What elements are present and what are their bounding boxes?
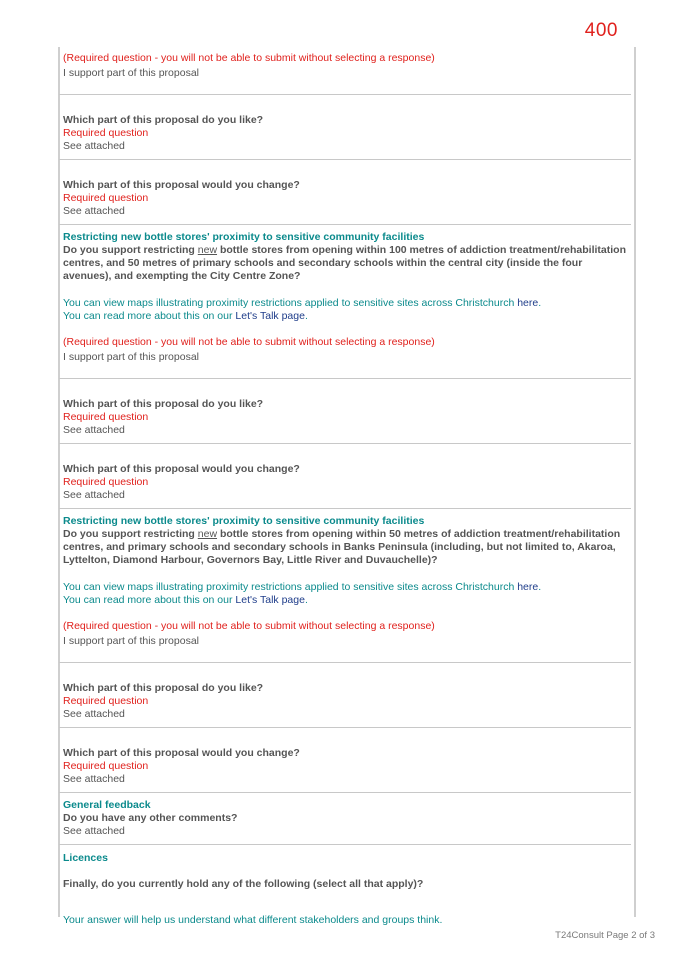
required-label: Required question <box>63 476 149 488</box>
licences-question: Finally, do you currently hold any of the following (select all that apply)? <box>63 878 424 890</box>
licences-heading: Licences <box>63 852 108 864</box>
page-number: 400 <box>584 20 618 41</box>
licences-note: Your answer will help us understand what different stakeholders and groups think. <box>63 914 443 926</box>
required-label: Required question <box>63 411 149 423</box>
read-more-line: You can read more about this on our Let's Talk page. <box>63 594 308 606</box>
question-like: Which part of this proposal do you like? <box>63 682 264 694</box>
answer-text: See attached <box>63 205 125 217</box>
general-feedback-question: Do you have any other comments? <box>63 812 238 824</box>
required-note: (Required question - you will not be able to submit without selecting a response) <box>63 52 435 64</box>
maps-link[interactable]: here <box>517 581 539 593</box>
answer-text: See attached <box>63 140 125 152</box>
general-feedback-heading: General feedback <box>63 799 151 811</box>
required-label: Required question <box>63 127 149 139</box>
section-heading: Restricting new bottle stores' proximity to sensitive community facilities <box>63 515 425 527</box>
lets-talk-link[interactable]: Let's Talk page <box>235 594 305 606</box>
page-footer: T24Consult Page 2 of 3 <box>555 930 655 941</box>
form-content <box>63 52 629 927</box>
answer-text: I support part of this proposal <box>63 635 199 647</box>
answer-text: See attached <box>63 424 125 436</box>
required-label: Required question <box>63 760 149 772</box>
required-label: Required question <box>63 192 149 204</box>
maps-line: You can view maps illustrating proximity restrictions applied to sensitive sites across Christchurch here. <box>63 297 542 309</box>
answer-text: See attached <box>63 773 125 785</box>
answer-text: See attached <box>63 708 125 720</box>
answer-text: I support part of this proposal <box>63 67 199 79</box>
answer-text: See attached <box>63 825 125 837</box>
maps-link[interactable]: here <box>517 297 539 309</box>
required-label: Required question <box>63 695 149 707</box>
lets-talk-link[interactable]: Let's Talk page <box>235 310 305 322</box>
question-like: Which part of this proposal do you like? <box>63 398 264 410</box>
answer-text: I support part of this proposal <box>63 351 199 363</box>
question-change: Which part of this proposal would you change? <box>63 179 300 191</box>
section-question: Do you support restricting new bottle stores from opening within 50 metres of addiction treatment/rehabilitation centres, and primary schools and secondary schools in Banks Peninsula (including, but not limited to, Akaroa, Lyttelton, Diamond Harbour, Governors Bay, Little River and Duvauchelle)? <box>63 528 621 566</box>
maps-line: You can view maps illustrating proximity restrictions applied to sensitive sites across Christchurch here. <box>63 581 542 593</box>
required-note: (Required question - you will not be able to submit without selecting a response) <box>63 336 435 348</box>
question-change: Which part of this proposal would you change? <box>63 747 300 759</box>
question-like: Which part of this proposal do you like? <box>63 114 264 126</box>
question-change: Which part of this proposal would you change? <box>63 463 300 475</box>
required-note: (Required question - you will not be able to submit without selecting a response) <box>63 620 435 632</box>
section-question: Do you support restricting new bottle stores from opening within 100 metres of addiction treatment/rehabilitation centres, and 50 metres of primary schools and secondary schools within the central city (inside the four avenues), and exempting the City Centre Zone? <box>63 244 626 282</box>
read-more-line: You can read more about this on our Let's Talk page. <box>63 310 308 322</box>
answer-text: See attached <box>63 489 125 501</box>
section-heading: Restricting new bottle stores' proximity to sensitive community facilities <box>63 231 425 243</box>
